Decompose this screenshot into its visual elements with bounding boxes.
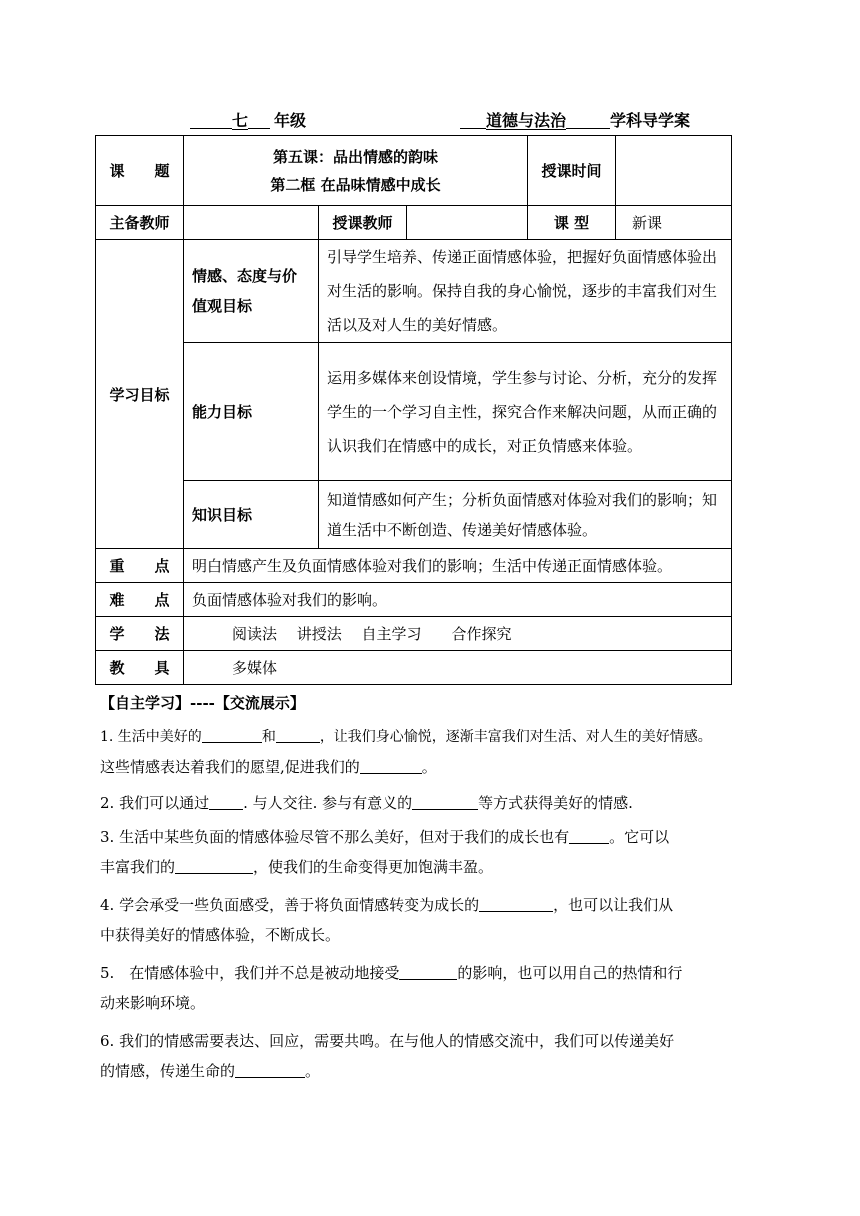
- key-point-row: [96, 549, 732, 583]
- topic-row: [96, 136, 732, 206]
- difficulty-text: 负面情感体验对我们的影响。: [184, 583, 732, 617]
- difficulty-label: 难 点: [96, 583, 184, 617]
- q2-text-a: 2. 我们可以通过: [100, 794, 210, 812]
- tools-label: 教 具: [96, 651, 184, 685]
- q5-text-a: 5. 在情感体验中，我们并不总是被动地接受: [100, 964, 400, 982]
- question-3: [100, 822, 760, 882]
- goal-row-ability: [96, 343, 732, 481]
- q4-text-b: ，也可以让我们从: [553, 896, 674, 914]
- goal-label-knowledge: 知识目标: [184, 481, 319, 549]
- grade-heading: [190, 108, 306, 131]
- lesson-plan-table: [95, 135, 732, 685]
- answer-blank[interactable]: [479, 896, 553, 912]
- goal-row-attitude: [96, 240, 732, 343]
- subject-heading: [460, 108, 690, 131]
- q1-text-b: 和: [261, 729, 276, 745]
- topic-line-2: 第二框 在品味情感中成长: [270, 175, 441, 194]
- topic-label: 课 题: [96, 136, 184, 206]
- q3-text-c: 丰富我们的: [100, 858, 176, 876]
- grade-suffix: 年级: [274, 111, 307, 130]
- q6-text-c: 。: [305, 1062, 321, 1080]
- q2-text-c: 等方式获得美好的情感.: [478, 794, 633, 812]
- q4-text-c: 中获得美好的情感体验，不断成长。: [100, 926, 341, 944]
- key-point-label: 重 点: [96, 549, 184, 583]
- topic-line-1: 第五课：品出情感的韵味: [273, 147, 439, 166]
- type-value: 新课: [616, 206, 732, 240]
- main-teacher-value: [184, 206, 319, 240]
- q5-text-b: 的影响，也可以用自己的热情和行: [457, 964, 683, 982]
- answer-blank[interactable]: [175, 858, 253, 874]
- teacher-label: 授课教师: [319, 206, 407, 240]
- underline-space: [190, 112, 232, 129]
- answer-blank[interactable]: [569, 828, 609, 844]
- goal-label-ability: 能力目标: [184, 343, 319, 481]
- q3-text-b: 。它可以: [609, 828, 670, 846]
- difficulty-row: [96, 583, 732, 617]
- goal-row-knowledge: [96, 481, 732, 549]
- answer-blank[interactable]: [276, 727, 320, 743]
- method-text: 阅读法 讲授法 自主学习 合作探究: [184, 617, 732, 651]
- answer-blank[interactable]: [360, 758, 422, 774]
- goals-label: 学习目标: [96, 240, 184, 549]
- q1-text-a: 1. 生活中美好的: [100, 729, 202, 745]
- question-4: [100, 890, 760, 950]
- key-point-text: 明白情感产生及负面情感体验对我们的影响；生活中传递正面情感体验。: [184, 549, 732, 583]
- answer-blank[interactable]: [235, 1062, 305, 1078]
- underline-space: [248, 112, 270, 129]
- section-title: 【自主学习】----【交流展示】: [100, 694, 305, 712]
- main-teacher-label: 主备教师: [96, 206, 184, 240]
- time-value: [616, 136, 732, 206]
- question-5: [100, 958, 760, 1018]
- answer-blank[interactable]: [202, 727, 262, 743]
- subject-value: 道德与法治: [486, 111, 567, 130]
- answer-blank[interactable]: [412, 794, 478, 810]
- goal-text-ability: 运用多媒体来创设情境，学生参与讨论、分析，充分的发挥学生的一个学习自主性，探究合作来解决问题，从而正确的认识我们在情感中的成长，对正负情感来体验。: [319, 343, 732, 481]
- q2-text-b: . 与人交往. 参与有意义的: [243, 794, 413, 812]
- answer-blank[interactable]: [209, 794, 243, 810]
- type-label: 课 型: [528, 206, 616, 240]
- teacher-value: [407, 206, 528, 240]
- q4-text-a: 4. 学会承受一些负面感受，善于将负面情感转变为成长的: [100, 896, 480, 914]
- underline-space: [566, 112, 610, 129]
- goal-text-attitude: 引导学生培养、传递正面情感体验，把握好负面情感体验出对生活的影响。保持自我的身心愉悦，逐步的丰富我们对生活以及对人生的美好情感。: [319, 240, 732, 343]
- goal-text-knowledge: 知道情感如何产生；分析负面情感对体验对我们的影响；知道生活中不断创造、传递美好情感体验。: [319, 481, 732, 549]
- q5-text-c: 动来影响环境。: [100, 994, 206, 1012]
- method-row: [96, 617, 732, 651]
- question-1: [100, 722, 760, 782]
- q6-text-a: 6. 我们的情感需要表达、回应，需要共鸣。在与他人的情感交流中，我们可以传递美好: [100, 1032, 675, 1050]
- q3-text-a: 3. 生活中某些负面的情感体验尽管不那么美好，但对于我们的成长也有: [100, 828, 570, 846]
- time-label: 授课时间: [528, 136, 616, 206]
- grade-value: 七: [232, 111, 249, 130]
- document-header: [0, 108, 860, 132]
- method-label: 学 法: [96, 617, 184, 651]
- question-2: [100, 788, 760, 818]
- subject-suffix: 学科导学案: [610, 111, 691, 130]
- topic-cell: [184, 136, 528, 206]
- underline-space: [460, 112, 486, 129]
- answer-blank[interactable]: [399, 964, 457, 980]
- q1-text-c: ，让我们身心愉悦，逐渐丰富我们对生活、对人生的美好情感。: [319, 729, 712, 745]
- goal-label-attitude: 情感、态度与价值观目标: [184, 240, 319, 343]
- q3-text-d: ，使我们的生命变得更加饱满丰盈。: [253, 858, 494, 876]
- tools-row: [96, 651, 732, 685]
- tools-text: 多媒体: [184, 651, 732, 685]
- q1-text-d: 这些情感表达着我们的愿望,促进我们的: [100, 758, 360, 776]
- question-6: [100, 1026, 760, 1086]
- teacher-row: [96, 206, 732, 240]
- q6-text-b: 的情感，传递生命的: [100, 1062, 236, 1080]
- q1-text-e: 。: [421, 758, 437, 776]
